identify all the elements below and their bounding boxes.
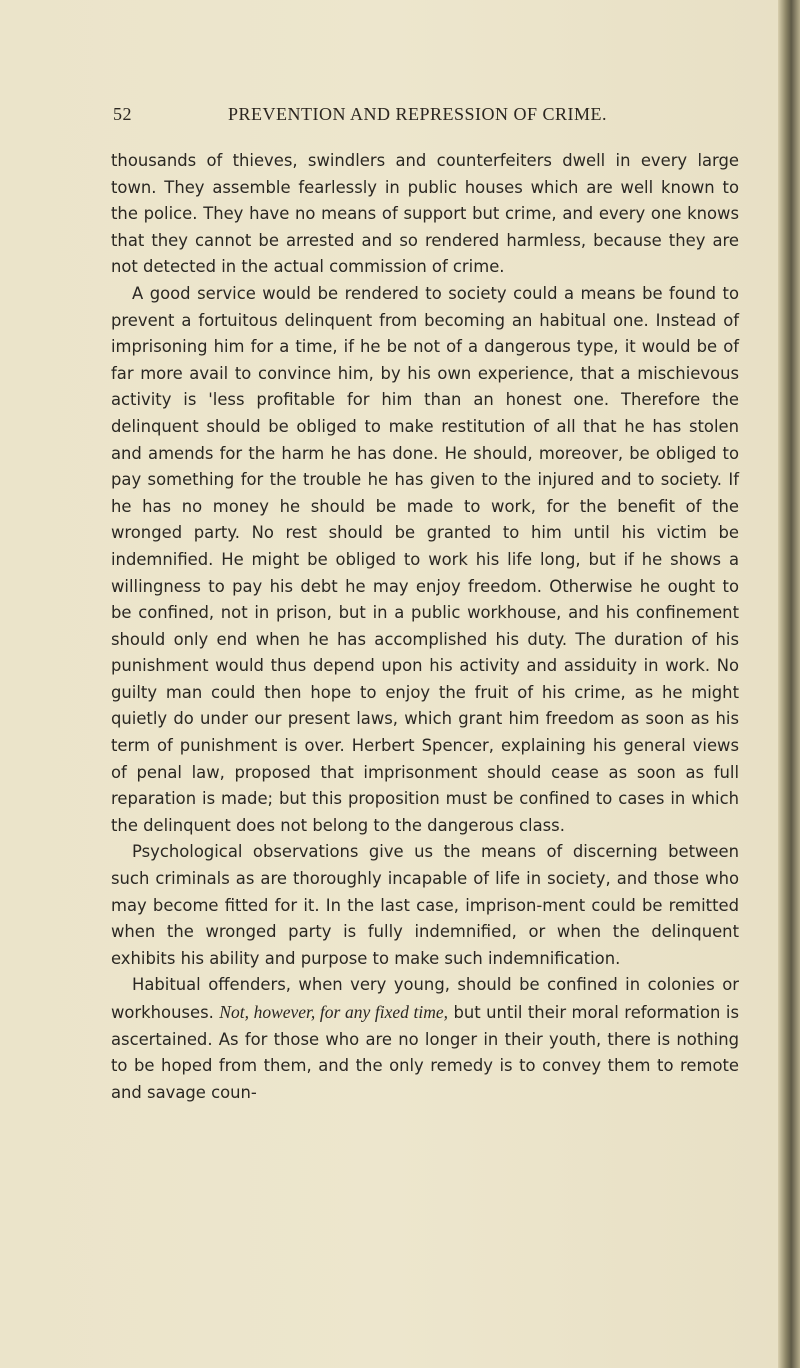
paragraph-2: A good service would be rendered to society could a means be found to prevent a fortuitous delinquent from becoming an habitual one. Instead of imprisoning him for a time, if he be not of a dangerous type, it would be of far more avail to convince him, by his own experience, that a mischievous activity is 'less profitable for him than an honest one. Therefore the delinquent should be obliged to make restitution of all that he has stolen and amends for the harm he has done. He should, moreover, be obliged to pay something for the trouble he has given to the injured and to society. If he has no money he should be made to work, for the benefit of the wronged party. No rest should be granted to him until his victim be indemnified. He might be obliged to work his life long, but if he shows a willingness to pay his debt he may enjoy freedom. Otherwise he ought to be confined, not in prison, but in a public workhouse, and his confinement should only end when he has accomplished his duty. The duration of his punishment would thus depend upon his activity and assiduity in work. No guilty man could then hope to enjoy the fruit of his crime, as he might quietly do under our present laws, which grant him freedom as soon as his term of punishment is over. Herbert Spencer, explaining his general views of penal law, proposed that imprisonment should cease as soon as full reparation is made; but this proposition must be confined to cases in which the delinquent does not belong to the dangerous class. [111, 283, 739, 835]
paragraph-4-italic: Not, however, for any fixed time, [219, 1002, 448, 1022]
page-edge [778, 0, 800, 1368]
paragraph-1: thousands of thieves, swindlers and counterfeiters dwell in every large town. They assemble fearlessly in public houses which are well known to the police. They have no means of support but crime, and every one knows that they cannot be arrested and so rendered harmless, because they are not detected in the actual commission of crime. [111, 151, 739, 277]
page-number: 52 [113, 104, 132, 124]
running-title: PREVENTION AND REPRESSION OF CRIME. [228, 104, 608, 124]
body-text [111, 148, 739, 1106]
paragraph-4 [111, 972, 739, 1106]
paragraph-4-text-after: but until their moral reformation is ascertained. As for those who are no longer in their youth, there is nothing to be hoped from them, and the only remedy is to convey them to remote and savage coun- [111, 1003, 739, 1102]
paragraph-4-text-before: Habitual offenders, when very young, should be confined in colonies or workhouses. [111, 975, 739, 1022]
paragraph-3: Psychological observations give us the means of discerning between such criminals as are thoroughly incapable of life in society, and those who may become fitted for it. In the last case, imprison-ment could be remitted when the wronged party is fully indemnified, or when the delinquent exhibits his ability and purpose to make such indemnification. [111, 842, 739, 968]
